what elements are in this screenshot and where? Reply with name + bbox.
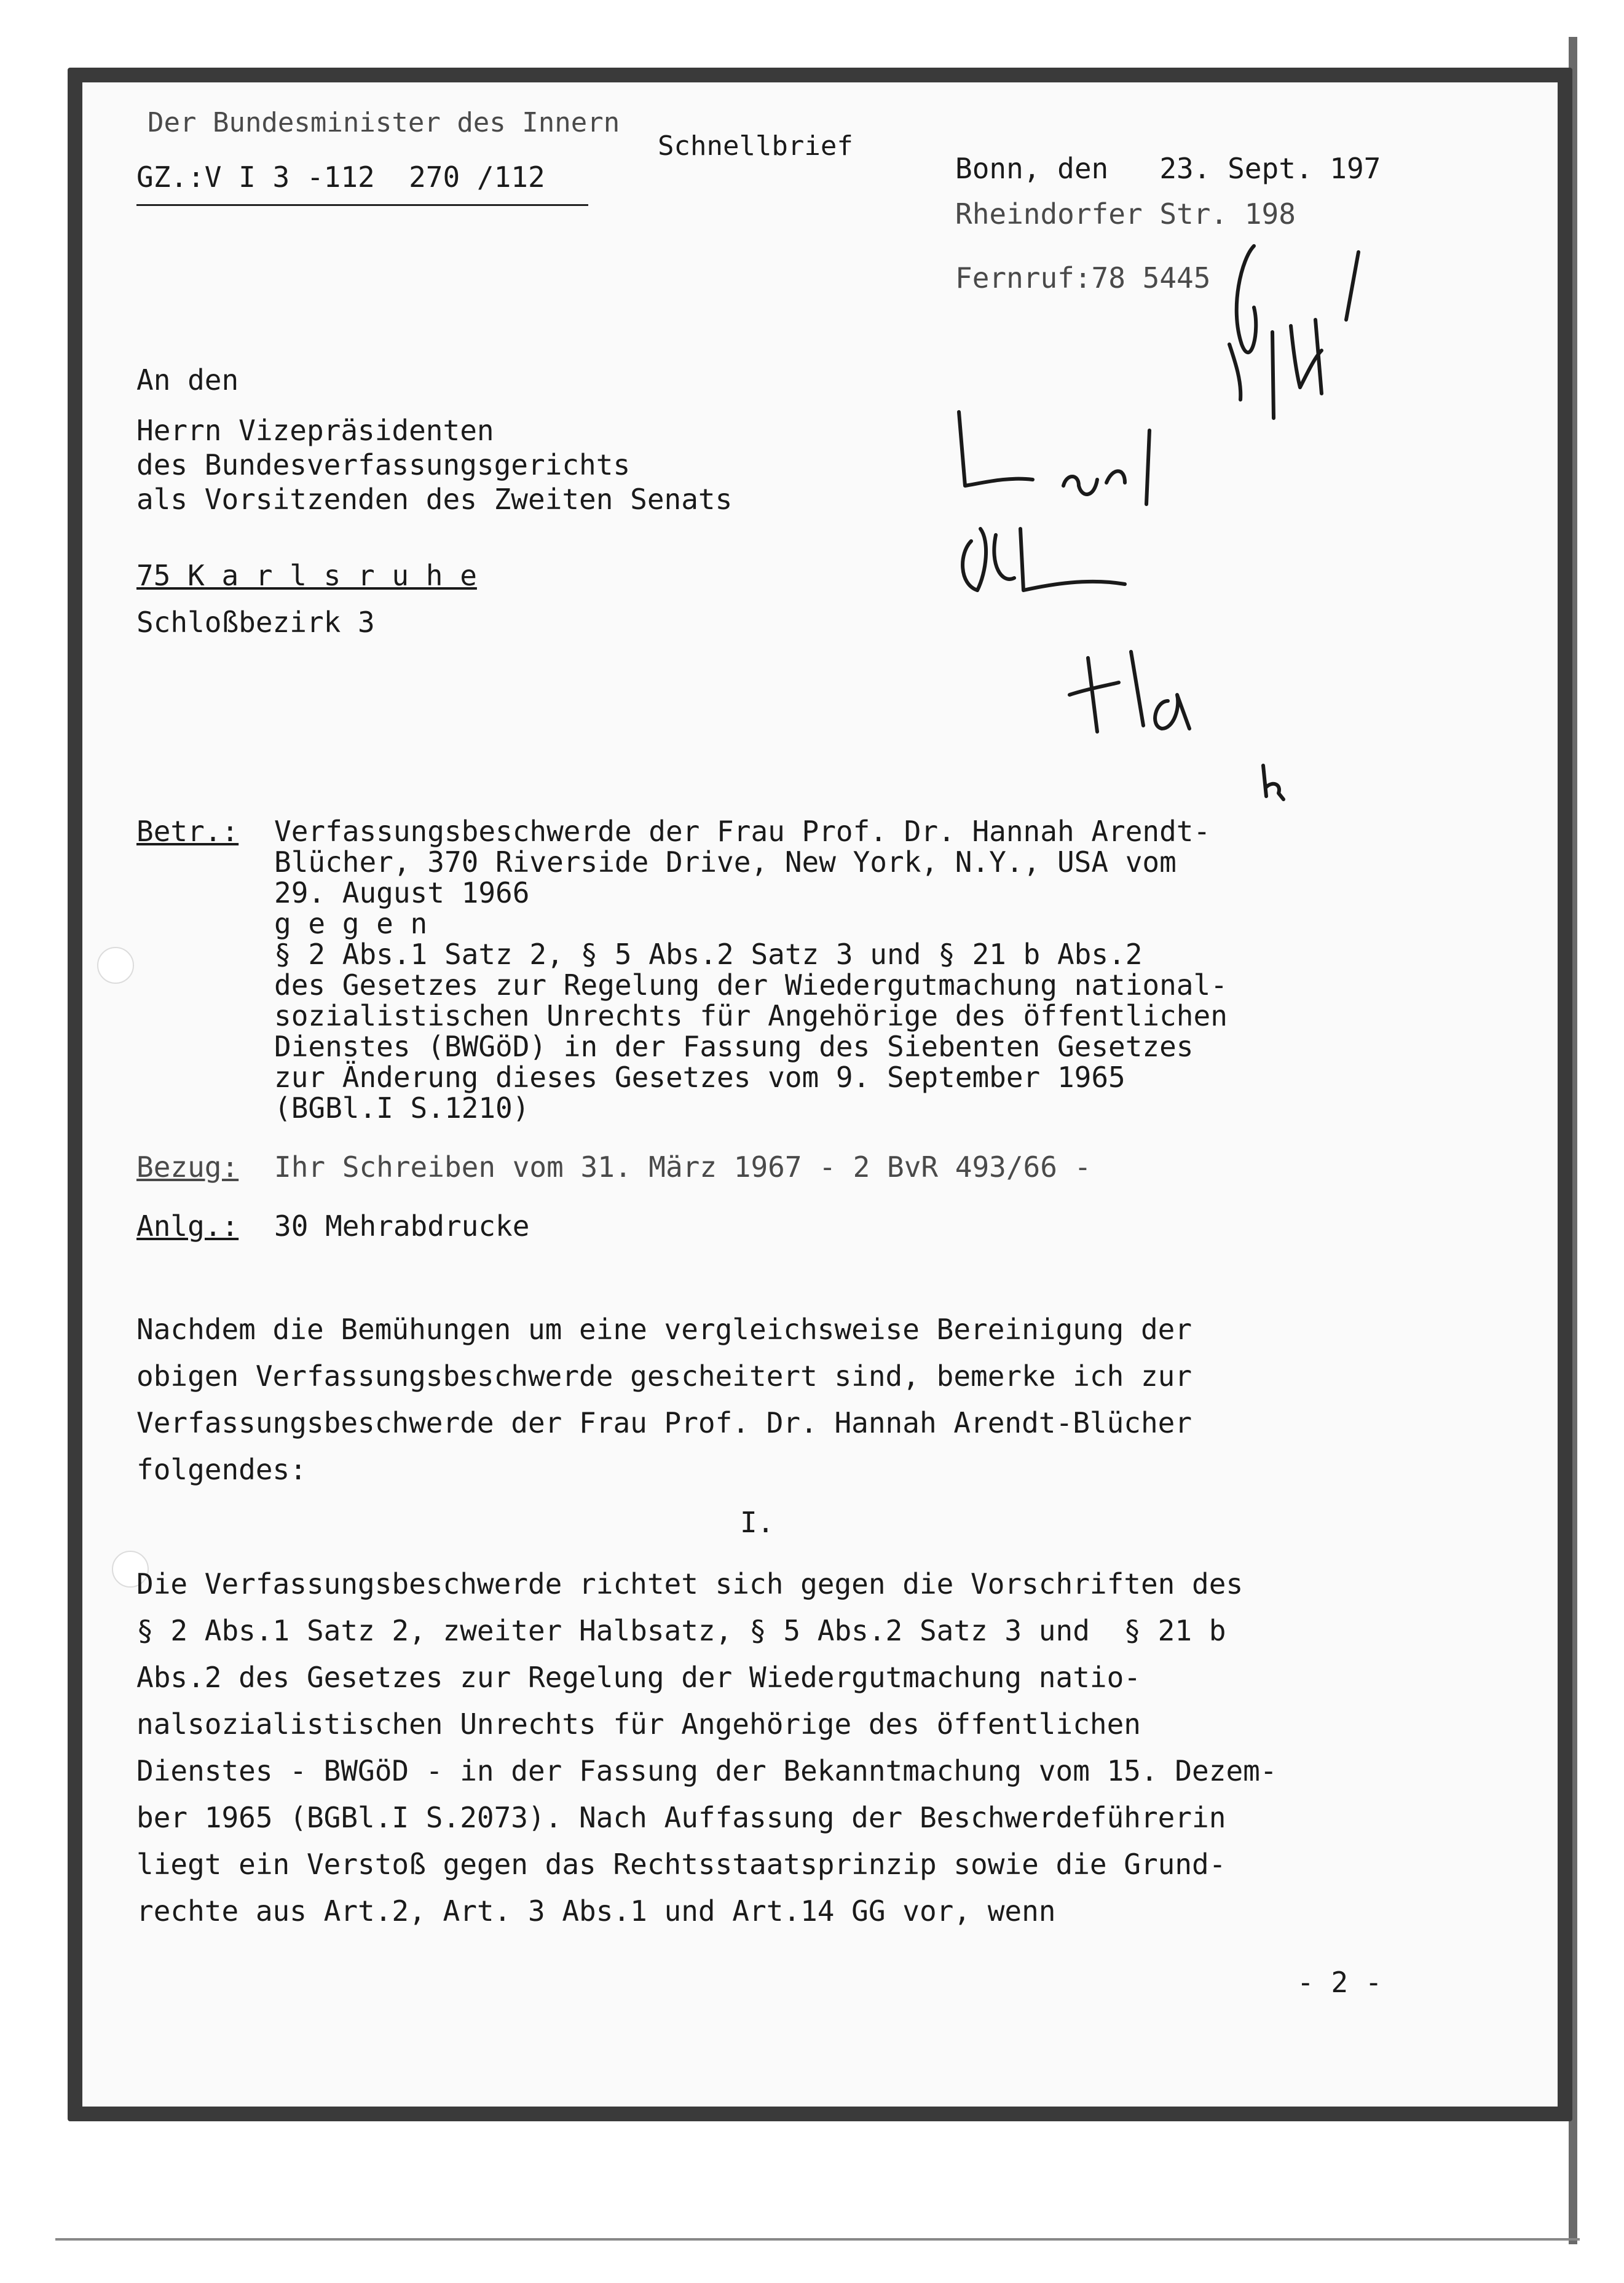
subject-line: Verfassungsbeschwerde der Frau Prof. Dr. Hannah Arendt-	[274, 815, 1211, 848]
subject-label: Betr.:	[136, 815, 239, 848]
body-line: liegt ein Verstoß gegen das Rechtsstaatsprinzip sowie die Grund-	[136, 1848, 1226, 1881]
recipient-address: Schloßbezirk 3	[136, 606, 375, 639]
body-line: Abs.2 des Gesetzes zur Regelung der Wiedergutmachung natio-	[136, 1661, 1141, 1694]
intro-line: obigen Verfassungsbeschwerde gescheitert sind, bemerke ich zur	[136, 1359, 1192, 1393]
handwritten-initials-top	[1217, 234, 1389, 443]
subject-line: Blücher, 370 Riverside Drive, New York, N.Y., USA vom	[274, 845, 1177, 879]
file-number-underline	[136, 204, 588, 206]
subject-line: 29. August 1966	[274, 876, 530, 909]
recipient-salutation: An den	[136, 363, 239, 397]
sender-street: Rheindorfer Str. 198	[955, 197, 1296, 231]
reference-text: Ihr Schreiben vom 31. März 1967 - 2 BvR 493/66 -	[274, 1150, 1092, 1184]
subject-line: Dienstes (BWGöD) in der Fassung des Siebenten Gesetzes	[274, 1030, 1194, 1063]
subject-line: zur Änderung dieses Gesetzes vom 9. September 1965	[274, 1061, 1125, 1094]
file-number: GZ.:V I 3 -112 270 /112	[136, 160, 545, 194]
recipient-title: Herrn Vizepräsidenten	[136, 414, 494, 447]
recipient-city: 75 K a r l s r u h e	[136, 559, 477, 592]
subject-line: (BGBl.I S.1210)	[274, 1091, 530, 1125]
page-continuation-marker: - 2 -	[1297, 1966, 1382, 1999]
body-line: § 2 Abs.1 Satz 2, zweiter Halbsatz, § 5 Abs.2 Satz 3 und § 21 b	[136, 1614, 1226, 1647]
body-line: nalsozialistischen Unrechts für Angehörige des öffentlichen	[136, 1707, 1141, 1741]
ministry-name: Der Bundesminister des Innern	[148, 107, 620, 138]
body-line: Die Verfassungsbeschwerde richtet sich gegen die Vorschriften des	[136, 1567, 1244, 1600]
delivery-type: Schnellbrief	[658, 130, 853, 162]
subject-line: sozialistischen Unrechts für Angehörige des öffentlichen	[274, 999, 1228, 1032]
enclosure-label: Anlg.:	[136, 1209, 239, 1243]
recipient-institution: des Bundesverfassungsgerichts	[136, 448, 631, 481]
body-line: rechte aus Art.2, Art. 3 Abs.1 und Art.14 GG vor, wenn	[136, 1894, 1056, 1928]
intro-line: Verfassungsbeschwerde der Frau Prof. Dr. Hannah Arendt-Blücher	[136, 1406, 1192, 1439]
subject-line: g e g e n	[274, 907, 428, 940]
body-line: ber 1965 (BGBl.I S.2073). Nach Auffassung der Beschwerdeführerin	[136, 1801, 1226, 1834]
body-line: Dienstes - BWGöD - in der Fassung der Bekanntmachung vom 15. Dezem-	[136, 1754, 1277, 1787]
recipient-role: als Vorsitzenden des Zweiten Senats	[136, 483, 733, 516]
intro-line: Nachdem die Bemühungen um eine vergleichsweise Bereinigung der	[136, 1313, 1192, 1346]
letter-date: Bonn, den 23. Sept. 197	[955, 152, 1381, 185]
subject-line: § 2 Abs.1 Satz 2, § 5 Abs.2 Satz 3 und § 21 b Abs.2	[274, 938, 1143, 971]
intro-line: folgendes:	[136, 1453, 307, 1486]
subject-line: des Gesetzes zur Regelung der Wiedergutmachung national-	[274, 968, 1228, 1002]
sender-phone: Fernruf:78 5445	[955, 261, 1211, 295]
enclosure-text: 30 Mehrabdrucke	[274, 1209, 530, 1243]
handwritten-mark-small	[1254, 762, 1291, 805]
reference-label: Bezug:	[136, 1150, 239, 1184]
section-heading: I.	[740, 1506, 775, 1539]
handwritten-notes-right	[947, 406, 1229, 787]
